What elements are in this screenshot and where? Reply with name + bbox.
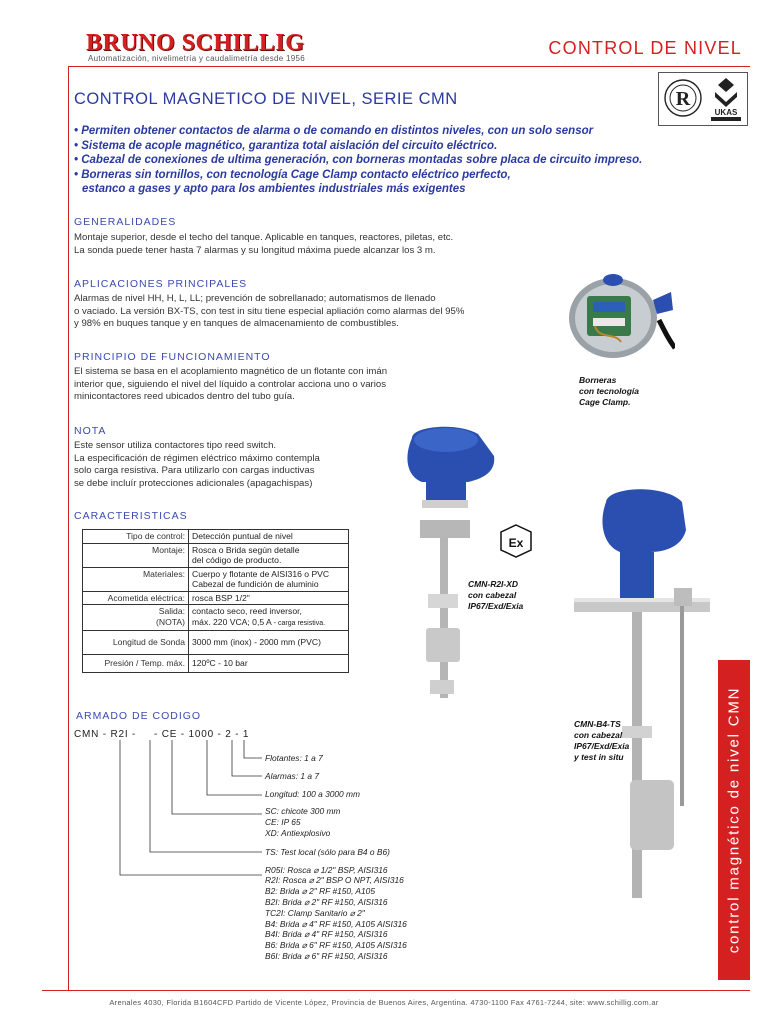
bullet-item: • Borneras sin tornillos, con tecnología Cage Clamp contacto eléctrico perfecto,	[74, 168, 511, 181]
code-item: R2I: Rosca ⌀ 2" BSP O NPT, AISI316	[265, 875, 404, 886]
spec-key: Presión / Temp. máx.	[83, 654, 189, 673]
code-item: R05I: Rosca ⌀ 1/2" BSP, AISI316	[265, 864, 388, 875]
code-item: Longitud: 100 a 3000 mm	[265, 788, 360, 799]
table-row	[83, 567, 349, 591]
cmn-b4-ts-photo	[570, 480, 718, 905]
table-row	[83, 631, 349, 655]
ex-atex-icon	[500, 524, 532, 558]
feature-bullets	[74, 124, 734, 197]
spec-value: rosca BSP 1/2"	[189, 591, 349, 605]
certification-logos	[658, 72, 748, 126]
code-item: TS: Test local (sólo para B4 o B6)	[265, 846, 390, 857]
text-line: La sonda puede tener hasta 7 alarmas y su longitud máxima puede alcanzar los 3 m.	[74, 244, 436, 256]
specs-table	[82, 529, 349, 673]
code-connector-lines	[110, 740, 270, 900]
header-title: CONTROL DE NIVEL	[548, 38, 742, 58]
table-row	[83, 654, 349, 673]
caption-cmn-b4-ts: CMN-B4-TS con cabezal IP67/Exd/Exia y test in situ	[574, 719, 630, 762]
svg-text:Ex: Ex	[508, 536, 524, 550]
code-item: B2I: Brida ⌀ 2" RF #150, AISI316	[265, 896, 388, 907]
spec-key: Tipo de control:	[83, 530, 189, 544]
bullet-item: • Permiten obtener contactos de alarma o de comando en distintos niveles, con un solo sensor	[74, 125, 594, 137]
text-line: Alarmas de nivel HH, H, L, LL; prevención de sobrellanado; automatismos de llenado	[74, 293, 436, 304]
section-text-principio	[74, 366, 474, 404]
footer-rule	[42, 990, 750, 991]
cmn-r2i-xd-photo	[398, 420, 508, 710]
caption-borneras: Borneras con tecnología Cage Clamp.	[579, 375, 639, 407]
header-rule	[68, 66, 750, 67]
footer-address: Arenales 4030, Florida B1604CFD Partido de Vicente López, Provincia de Buenos Aires, Argentina. 4730-1100 Fax 4761-7244, site: www.schillig.com.ar	[109, 998, 659, 1007]
spec-key: Montaje:	[83, 543, 189, 567]
code-item: B4: Brida ⌀ 4" RF #150, A105 AISI316	[265, 918, 407, 929]
spec-key: Materiales:	[83, 567, 189, 591]
text-line: Montaje superior, desde el techo del tanque. Aplicable en tanques, reactores, piletas, etc.	[74, 232, 454, 243]
caption-cmn-r2i-xd: CMN-R2I-XD con cabezal IP67/Exd/Exia	[468, 579, 524, 611]
certification-r-icon	[663, 77, 703, 119]
code-item: SC: chicote 300 mm	[265, 806, 341, 817]
text-line: solo carga resistiva. Para utilizarlo con cargas inductivas	[74, 465, 315, 476]
brand-tagline: Automatización, nivelimetría y caudalimetría desde 1956	[88, 54, 306, 63]
table-row	[83, 543, 349, 567]
spec-key: Salida: (NOTA)	[83, 605, 189, 631]
spec-value: 3000 mm (inox) - 2000 mm (PVC)	[189, 631, 349, 655]
code-item: Alarmas: 1 a 7	[265, 770, 319, 781]
bullet-item: estanco a gases y apto para los ambientes industriales más exigentes	[82, 183, 466, 195]
ukas-icon	[707, 75, 745, 125]
section-title-generalidades: GENERALIDADES	[74, 216, 177, 228]
bullet-item: • Sistema de acople magnético, garantiza total aislación del circuito eléctrico.	[74, 139, 498, 152]
code-item: CE: IP 65	[265, 817, 301, 828]
section-title-caracteristicas: CARACTERISTICAS	[74, 510, 188, 522]
section-text-generalidades	[74, 232, 534, 257]
code-item: B2: Brida ⌀ 2" RF #150, A105	[265, 886, 375, 897]
spec-value: Cuerpo y flotante de AISI316 o PVC Cabezal de fundición de aluminio	[189, 567, 349, 591]
spec-value: 120ºC - 10 bar	[189, 654, 349, 673]
table-row	[83, 530, 349, 544]
spec-key: Longitud de Sonda	[83, 631, 189, 655]
text-line: y 98% en buques tanque y en tanques de almacenamiento de combustibles.	[74, 318, 399, 329]
code-item: TC2I: Clamp Sanitario ⌀ 2"	[265, 907, 365, 918]
spec-value: Detección puntual de nivel	[189, 530, 349, 544]
section-text-aplicaciones	[74, 293, 544, 331]
table-row	[83, 591, 349, 605]
left-rule	[68, 66, 69, 991]
text-line: se debe incluír protecciones adicionales (apagachispas)	[74, 477, 313, 489]
code-item: B6: Brida ⌀ 6" RF #150, A105 AISI316	[265, 940, 407, 951]
svg-text:R: R	[675, 88, 691, 110]
svg-text:UKAS: UKAS	[714, 108, 738, 117]
spec-value: contacto seco, reed inversor, máx. 220 VCA; 0,5 A - carga resistiva.	[189, 605, 349, 631]
bullet-item: • Cabezal de conexiones de ultima generación, con borneras montadas sobre placa de circuito impreso.	[74, 154, 643, 166]
code-item: B4I: Brida ⌀ 4" RF #150, AISI316	[265, 929, 388, 940]
code-item: Flotantes: 1 a 7	[265, 753, 323, 763]
section-title-nota: NOTA	[74, 425, 107, 437]
page-title: CONTROL MAGNETICO DE NIVEL, SERIE CMN	[74, 90, 458, 108]
brand-logo: BRUNO SCHILLIG	[86, 30, 305, 56]
spec-key: Acometida eléctrica:	[83, 591, 189, 605]
code-item: XD: Antiexplosivo	[265, 827, 331, 838]
code-example: CMN - R2I - - CE - 1000 - 2 - 1	[74, 729, 250, 740]
section-title-principio: PRINCIPIO DE FUNCIONAMIENTO	[74, 351, 271, 363]
section-title-aplicaciones: APLICACIONES PRINCIPALES	[74, 278, 248, 290]
borneras-photo	[565, 270, 675, 375]
side-label: control magnético de nivel CMN	[725, 686, 743, 954]
text-line: interior que, siguiendo el nivel del líquido a controlar acciona uno o varios	[74, 378, 386, 390]
code-item: B6I: Brida ⌀ 6" RF #150, AISI316	[265, 950, 388, 961]
text-line: Este sensor utiliza contactores tipo reed switch.	[74, 440, 277, 451]
text-line: El sistema se basa en el acoplamiento magnético de un flotante con imán	[74, 366, 388, 377]
section-text-nota	[74, 440, 374, 490]
text-line: La especificación de régimen eléctrico máximo contempla	[74, 452, 320, 464]
text-line: minicontactores reed ubicados dentro del tubo guía.	[74, 391, 295, 402]
text-line: o vaciado. La versión BX-TS, con test in situ tiene especial apliación como alarmas del 95%	[74, 305, 465, 317]
section-title-armado: ARMADO DE CODIGO	[76, 710, 202, 722]
spec-value: Rosca o Brida según detalle del código de producto.	[189, 543, 349, 567]
table-row	[83, 605, 349, 631]
code-legend	[265, 753, 407, 962]
